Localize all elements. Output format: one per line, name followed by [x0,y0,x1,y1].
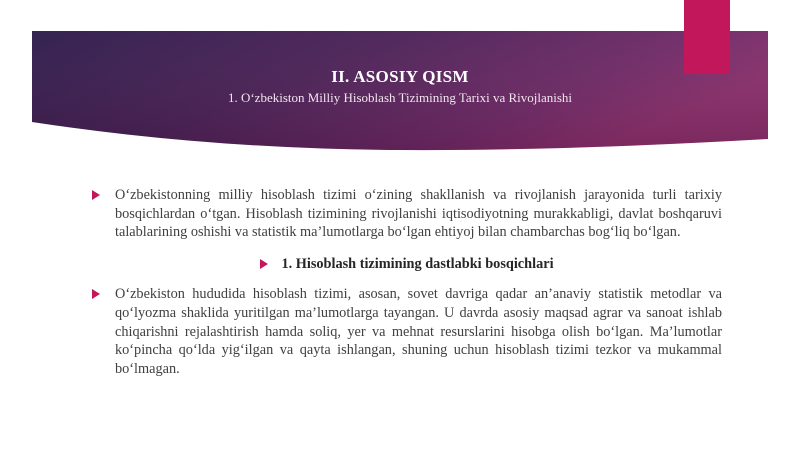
triangle-bullet-icon [92,190,100,200]
paragraph-text: O‘zbekistonning milliy hisoblash tizimi o‘zining shakllanish va rivojlanish jarayonida turli tarixiy bosqichlardan o‘tgan. Hisoblash tizimining rivojlanishi iqtisodiyotning murakkabligi, davlat boshqaruvi talablarining oshishi va statistik ma’lumotlarga bo‘lgan ehtiyoj bilan chambarchas bog‘liq bo‘lgan. [115,187,722,241]
bullet-paragraph-1 [92,186,722,242]
slide-subtitle: 1. O‘zbekiston Milliy Hisoblash Tizimining Tarixi va Rivojlanishi [227,90,573,105]
bullet-paragraph-2 [92,285,722,379]
section-heading-text: 1. Hisoblash tizimining dastlabki bosqichlari [281,256,554,273]
slide-title: II. ASOSIY QISM [331,67,469,86]
section-heading-inner [260,255,553,274]
triangle-bullet-icon [260,259,268,269]
title-block [120,66,680,107]
paragraph-text: O‘zbekiston hududida hisoblash tizimi, asosan, sovet davriga qadar an’anaviy statistik metodlar va qo‘lyozma shaklida yuritilgan ma’lumotlarga tayangan. U davrda asosiy maqsad agrar va sanoat ishlab chiqarishni rejalashtirish hamda soliq, yer va mehnat resurslarini hisobga olish bo‘lgan. Ma’lumotlar ko‘pincha qo‘lda yig‘ilgan va qayta ishlangan, shuning uchun hisoblash tizimi tezkor va mukammal bo‘lmagan. [115,286,722,377]
section-heading [92,255,722,274]
slide-content [92,186,722,379]
accent-tab [684,0,730,74]
triangle-bullet-icon [92,289,100,299]
